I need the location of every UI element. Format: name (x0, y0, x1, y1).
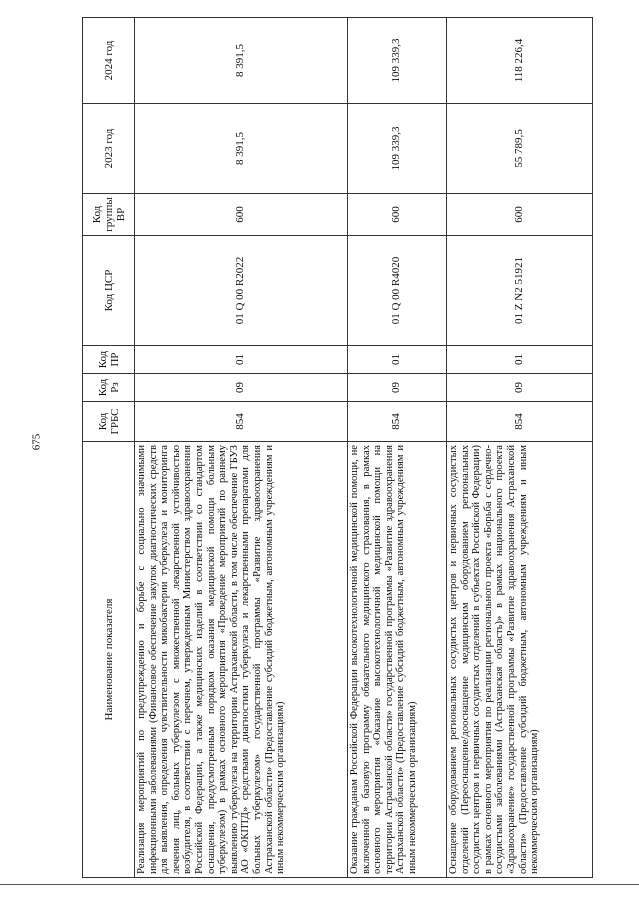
row-grbs: 854 (135, 402, 348, 442)
row-grbs: 854 (348, 402, 447, 442)
header-pr: Код ПР (83, 346, 135, 374)
row-rz: 09 (135, 374, 348, 402)
header-row (83, 18, 135, 878)
header-name: Наименование показателя (83, 442, 135, 878)
row-pr: 01 (348, 346, 447, 374)
row-2023: 55 789,5 (447, 104, 593, 194)
row-vr: 600 (135, 194, 348, 236)
row-pr: 01 (447, 346, 593, 374)
row-rz: 09 (447, 374, 593, 402)
row-vr: 600 (447, 194, 593, 236)
row-grbs: 854 (447, 402, 593, 442)
row-2024: 118 226,4 (447, 18, 593, 104)
row-csr: 01 Q 00 R4020 (348, 236, 447, 346)
row-2024: 8 391,5 (135, 18, 348, 104)
table-row (348, 18, 447, 878)
row-name: Реализация мероприятий по предупреждению и борьбе с социально значимыми инфекционными заболеваниями (Финансовое обеспечение закупок диагностических средств для выявления, определения чувствительности микобактерии туберкулеза и мониторинга лечения лиц, больных туберкулезом с множественной лекарственной устойчивостью возбудителя, в соответствии с перечнем, утвержденным Министерством здравоохранения Российской Федерации, а также медицинских изделий в соответствии со стандартом оснащения, предусмотренным порядком оказания медицинской помощи больным туберкулезом) в рамках основного мероприятия «Проведение мероприятий по раннему выявлению туберкулеза на территории Астраханской области, в том числе обеспечение ГБУЗ АО «ОКПТД» средствами диагностики туберкулеза и лекарственными препаратами для больных туберкулезом» государственной программы «Развитие здравоохранения Астраханской области» (Предоставление субсидий бюджетным, автономным учреждениям и иным некоммерческим организациям) (135, 442, 348, 878)
header-rz: Код Рз (83, 374, 135, 402)
row-vr: 600 (348, 194, 447, 236)
row-name: Оказание гражданам Российской Федерации высокотехнологичной медицинской помощи, не включенной в базовую программу обязательного медицинского страхования, в рамках основного мероприятия «Оказание высокотехнологичной медицинской помощи на территории Астраханской области» государственной программы «Развитие здравоохранения Астраханской области» (Предоставление субсидий бюджетным, автономным учреждениям и иным некоммерческим организациям) (348, 442, 447, 878)
row-csr: 01 Z N2 51921 (447, 236, 593, 346)
page-number: 675 (30, 433, 43, 451)
row-2024: 109 339,3 (348, 18, 447, 104)
table-row (447, 18, 593, 878)
header-grbs: Код ГРБС (83, 402, 135, 442)
header-2024: 2024 год (83, 18, 135, 104)
row-csr: 01 Q 00 R2022 (135, 236, 348, 346)
header-csr: Код ЦСР (83, 236, 135, 346)
row-rz: 09 (348, 374, 447, 402)
row-2023: 8 391,5 (135, 104, 348, 194)
header-2023: 2023 год (83, 104, 135, 194)
budget-table (82, 17, 593, 878)
row-name: Оснащение оборудованием региональных сосудистых центров и первичных сосудистых отделений (Переоснащение/дооснащение медицинским оборудованием региональных сосудистых центров и первичных сосудистых отделений в субъектах Российской Федерации) в рамках основного мероприятия по реализации регионального проекта «Борьба с сердечно-сосудистыми заболеваниями (Астраханская область)» в рамках национального проекта «Здравоохранение» государственной программы «Развитие здравоохранения Астраханской области» (Предоставление субсидий бюджетным, автономным учреждениям и иным некоммерческим организациям) (447, 442, 593, 878)
header-vr: Код группы ВР (83, 194, 135, 236)
table-row (135, 18, 348, 878)
bottom-divider (0, 884, 639, 885)
row-pr: 01 (135, 346, 348, 374)
row-2023: 109 339,3 (348, 104, 447, 194)
rotated-table-container (82, 18, 584, 878)
